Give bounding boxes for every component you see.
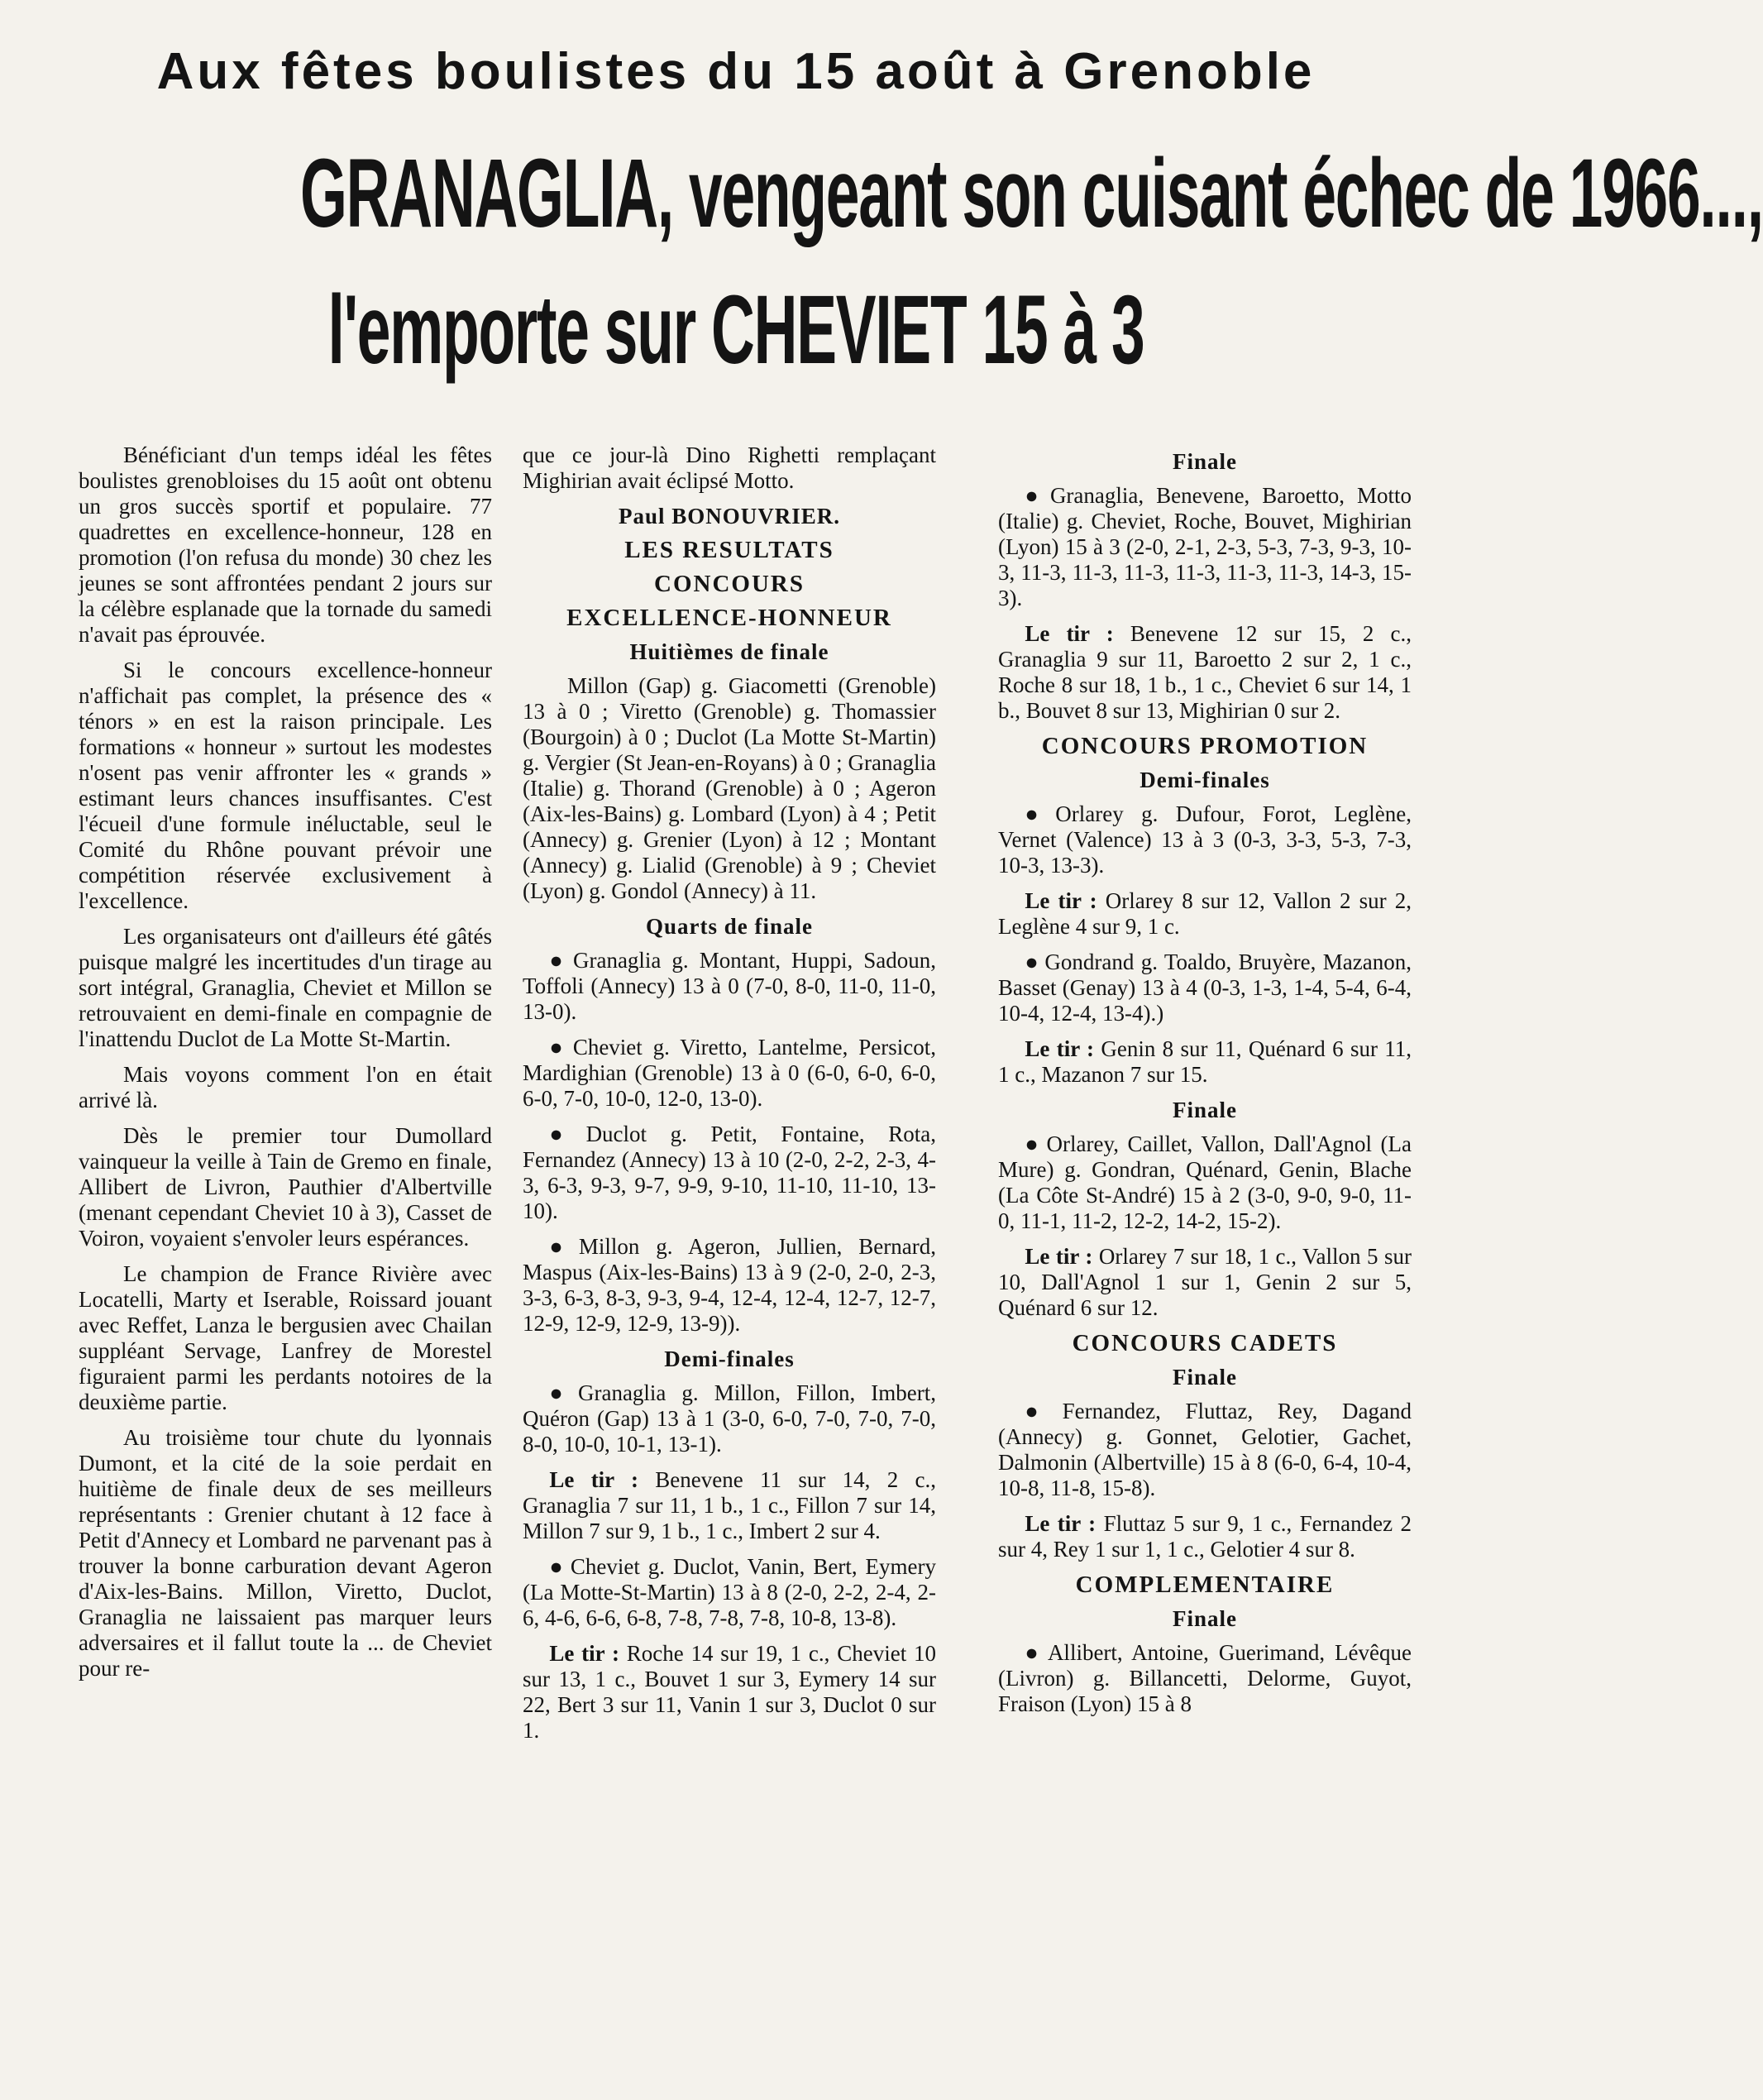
paragraph: Le champion de France Rivière avec Locatelli, Marty et Iserable, Roissard jouant avec Reffet, Lanza le bergusien avec Chailan suppléant Servage, Lanfrey de Morestel figuraient parmi les perdants notoires de la deuxième partie. xyxy=(79,1261,492,1414)
result-item: ● Cheviet g. Viretto, Lantelme, Persicot, Mardighian (Grenoble) 13 à 0 (6-0, 6-0, 6-0, 6-0, 7-0, 10-0, 12-0, 13-0). xyxy=(523,1035,936,1111)
result-item: ● Duclot g. Petit, Fontaine, Rota, Fernandez (Annecy) 13 à 10 (2-0, 2-2, 2-3, 4-3, 6-3, 9-3, 9-7, 9-9, 9-10, 11-10, 11-10, 13-10). xyxy=(523,1122,936,1223)
bullet-icon: ● xyxy=(549,1035,568,1060)
shooting-stats: Le tir : Orlarey 7 sur 18, 1 c., Vallon 5 sur 10, Dall'Agnol 1 sur 1, Genin 2 sur 5, Quénard 6 sur 12. xyxy=(998,1244,1412,1320)
shooting-stats: Le tir : Orlarey 8 sur 12, Vallon 2 sur 2, Leglène 4 sur 9, 1 c. xyxy=(998,888,1412,939)
result-item: ● Granaglia g. Montant, Huppi, Sadoun, Toffoli (Annecy) 13 à 0 (7-0, 8-0, 11-0, 11-0, 13-0). xyxy=(523,948,936,1024)
bullet-icon: ● xyxy=(1025,950,1040,974)
bullet-icon: ● xyxy=(549,948,568,973)
headline-line-2: l'emporte sur CHEVIET 15 à 3 xyxy=(327,275,1144,385)
column-1 xyxy=(79,442,492,1691)
paragraph: Bénéficiant d'un temps idéal les fêtes boulistes grenobloises du 15 août ont obtenu un gros succès sportif et populaire. 77 quadrettes en excellence-honneur, 128 en promotion (l'on refusa du monde) 30 chez les jeunes se sont affrontées pendant 2 jours sur la célèbre esplanade que la tornade du samedi n'avait pas éprouvée. xyxy=(79,442,492,647)
headline-line-1: GRANAGLIA, vengeant son cuisant échec de 1966..., xyxy=(300,139,1763,248)
result-item: ● Cheviet g. Duclot, Vanin, Bert, Eymery (La Motte-St-Martin) 13 à 8 (2-0, 2-2, 2-4, 2-6, 4-6, 6-6, 6-8, 7-8, 7-8, 7-8, 10-8, 13-8). xyxy=(523,1554,936,1630)
column-2 xyxy=(523,442,936,1753)
shooting-stats: Le tir : Fluttaz 5 sur 9, 1 c., Fernandez 2 sur 4, Rey 1 sur 1, 1 c., Gelotier 4 sur 8. xyxy=(998,1511,1412,1562)
section-title-promotion: CONCOURS PROMOTION xyxy=(1041,733,1369,759)
column-3 xyxy=(998,442,1412,1727)
bullet-icon: ● xyxy=(549,1234,574,1259)
section-title-complementaire: COMPLEMENTAIRE xyxy=(1075,1571,1335,1598)
section-title-excellence: EXCELLENCE-HONNEUR xyxy=(566,605,892,631)
bullet-icon: ● xyxy=(1025,801,1051,826)
paragraph: Mais voyons comment l'on en était arrivé là. xyxy=(79,1062,492,1112)
result-item: ● Allibert, Antoine, Guerimand, Lévêque (Livron) g. Billancetti, Delorme, Guyot, Fraison (Lyon) 15 à 8 xyxy=(998,1640,1412,1716)
subsection-title-demi: Demi-finales xyxy=(1140,768,1270,792)
subsection-title-demi: Demi-finales xyxy=(664,1347,795,1371)
result-item: ● Fernandez, Fluttaz, Rey, Dagand (Annecy) g. Gonnet, Gelotier, Gachet, Dalmonin (Albertville) 15 à 8 (6-0, 6-4, 10-4, 10-8, 11-8, 15-8). xyxy=(998,1399,1412,1500)
subsection-title-huitiemes: Huitièmes de finale xyxy=(629,639,829,664)
bullet-icon: ● xyxy=(549,1380,573,1405)
bullet-icon: ● xyxy=(1025,1131,1042,1156)
paragraph: Dès le premier tour Dumollard vainqueur la veille à Tain de Gremo en finale, Allibert de Livron, Pauthier d'Albertville (menant cependant Cheviet 10 à 3), Casset de Voiron, voyaient s'envoler leurs espérances. xyxy=(79,1123,492,1251)
shooting-stats: Le tir : Roche 14 sur 19, 1 c., Cheviet 10 sur 13, 1 c., Bouvet 1 sur 3, Eymery 14 sur 22, Bert 3 sur 11, Vanin 1 sur 3, Duclot 0 sur 1. xyxy=(523,1641,936,1743)
shooting-stats: Le tir : Benevene 12 sur 15, 2 c., Granaglia 9 sur 11, Baroetto 2 sur 2, 1 c., Roche 8 sur 18, 1 b., 1 c., Cheviet 6 sur 14, 1 b., Bouvet 8 sur 13, Mighirian 0 sur 2. xyxy=(998,621,1412,723)
result-item: ● Granaglia g. Millon, Fillon, Imbert, Quéron (Gap) 13 à 1 (3-0, 6-0, 7-0, 7-0, 7-0, 8-0, 10-0, 10-1, 13-1). xyxy=(523,1380,936,1457)
section-title-results: LES RESULTATS xyxy=(624,537,834,563)
result-item: ● Granaglia, Benevene, Baroetto, Motto (Italie) g. Cheviet, Roche, Bouvet, Mighirian (Lyon) 15 à 3 (2-0, 2-1, 2-3, 5-3, 7-3, 9-3, 10-3, 11-3, 11-3, 11-3, 11-3, 11-3, 11-3, 14-3, 15-3). xyxy=(998,483,1412,610)
shooting-stats: Le tir : Genin 8 sur 11, Quénard 6 sur 11, 1 c., Mazanon 7 sur 15. xyxy=(998,1036,1412,1087)
paragraph: Si le concours excellence-honneur n'affichait pas complet, la présence des « ténors » en est la raison principale. Les formations « honneur » surtout les modestes n'osent pas venir affronter les « grands » estimant leurs chances insuffisantes. C'est l'écueil d'une formule inéluctable, seul le Comité du Rhône pouvant prévoir une compétition réservée exclusivement à l'excellence. xyxy=(79,658,492,913)
result-item: ● Millon g. Ageron, Jullien, Bernard, Maspus (Aix-les-Bains) 13 à 9 (2-0, 2-0, 2-3, 3-3, 6-3, 8-3, 9-3, 9-4, 12-4, 12-4, 12-7, 12-7, 12-9, 12-9, 12-9, 13-9)). xyxy=(523,1234,937,1336)
bullet-icon: ● xyxy=(549,1122,581,1146)
bullet-icon: ● xyxy=(1025,1640,1043,1665)
paragraph: Les organisateurs ont d'ailleurs été gâtés puisque malgré les incertitudes d'un tirage au sort intégral, Granaglia, Cheviet et Millon se retrouvaient en demi-finale en compagnie de l'inattendu Duclot de La Motte St-Martin. xyxy=(79,924,492,1051)
subsection-title-finale: Finale xyxy=(1173,1606,1237,1631)
paragraph: que ce jour-là Dino Righetti remplaçant Mighirian avait éclipsé Motto. xyxy=(523,442,936,493)
result-item: ● Orlarey g. Dufour, Forot, Leglène, Vernet (Valence) 13 à 3 (0-3, 3-3, 5-3, 7-3, 10-3, 13-3). xyxy=(998,801,1412,878)
section-title-concours: CONCOURS xyxy=(654,571,805,597)
subsection-title-finale: Finale xyxy=(1173,1098,1237,1122)
subsection-title-quarts: Quarts de finale xyxy=(646,914,813,939)
result-text: Millon (Gap) g. Giacometti (Grenoble) 13 à 0 ; Viretto (Grenoble) g. Thomassier (Bourgoin) à 0 ; Duclot (La Motte St-Martin) g. Vergier (St Jean-en-Royans) à 0 ; Granaglia (Italie) g. Thorand (Grenoble) à 0 ; Ageron (Aix-les-Bains) g. Lombard (Lyon) à 4 ; Petit (Annecy) g. Grenier (Lyon) à 12 ; Montant (Annecy) g. Lialid (Grenoble) à 9 ; Cheviet (Lyon) g. Gondol (Annecy) à 11. xyxy=(523,673,936,903)
author-signature: Paul BONOUVRIER. xyxy=(618,504,841,529)
subsection-title-finale: Finale xyxy=(1173,1365,1237,1390)
section-title-cadets: CONCOURS CADETS xyxy=(1072,1330,1338,1356)
shooting-stats: Le tir : Benevene 11 sur 14, 2 c., Granaglia 7 sur 11, 1 b., 1 c., Fillon 7 sur 14, Millon 7 sur 9, 1 b., 1 c., Imbert 2 sur 4. xyxy=(523,1467,936,1543)
result-item: ● Orlarey, Caillet, Vallon, Dall'Agnol (La Mure) g. Gondran, Quénard, Genin, Blache (La Côte St-André) 15 à 2 (3-0, 9-0, 9-0, 11-0, 11-1, 11-2, 12-2, 14-2, 15-2). xyxy=(998,1131,1412,1233)
subsection-title-finale: Finale xyxy=(1173,449,1237,474)
result-item: ● Gondrand g. Toaldo, Bruyère, Mazanon, Basset (Genay) 13 à 4 (0-3, 1-3, 1-4, 5-4, 6-4, 10-4, 12-4, 13-4).) xyxy=(998,950,1412,1026)
bullet-icon: ● xyxy=(549,1554,566,1579)
bullet-icon: ● xyxy=(1025,1399,1058,1423)
paragraph: Au troisième tour chute du lyonnais Dumont, et la cité de la soie perdait en huitième de finale deux de ses meilleurs représentants : Grenier chutant à 12 face à Petit d'Annecy et Lombard ne parvenant pas à trouver la bonne carburation devant Ageron d'Aix-les-Bains. Millon, Viretto, Duclot, Granaglia ne laissaient pas marquer leurs adversaires et il fallut toute la ... de Cheviet pour re- xyxy=(79,1425,492,1681)
article-columns xyxy=(79,442,1435,2088)
kicker-title: Aux fêtes boulistes du 15 août à Grenoble xyxy=(156,43,1316,100)
bullet-icon: ● xyxy=(1025,483,1045,508)
